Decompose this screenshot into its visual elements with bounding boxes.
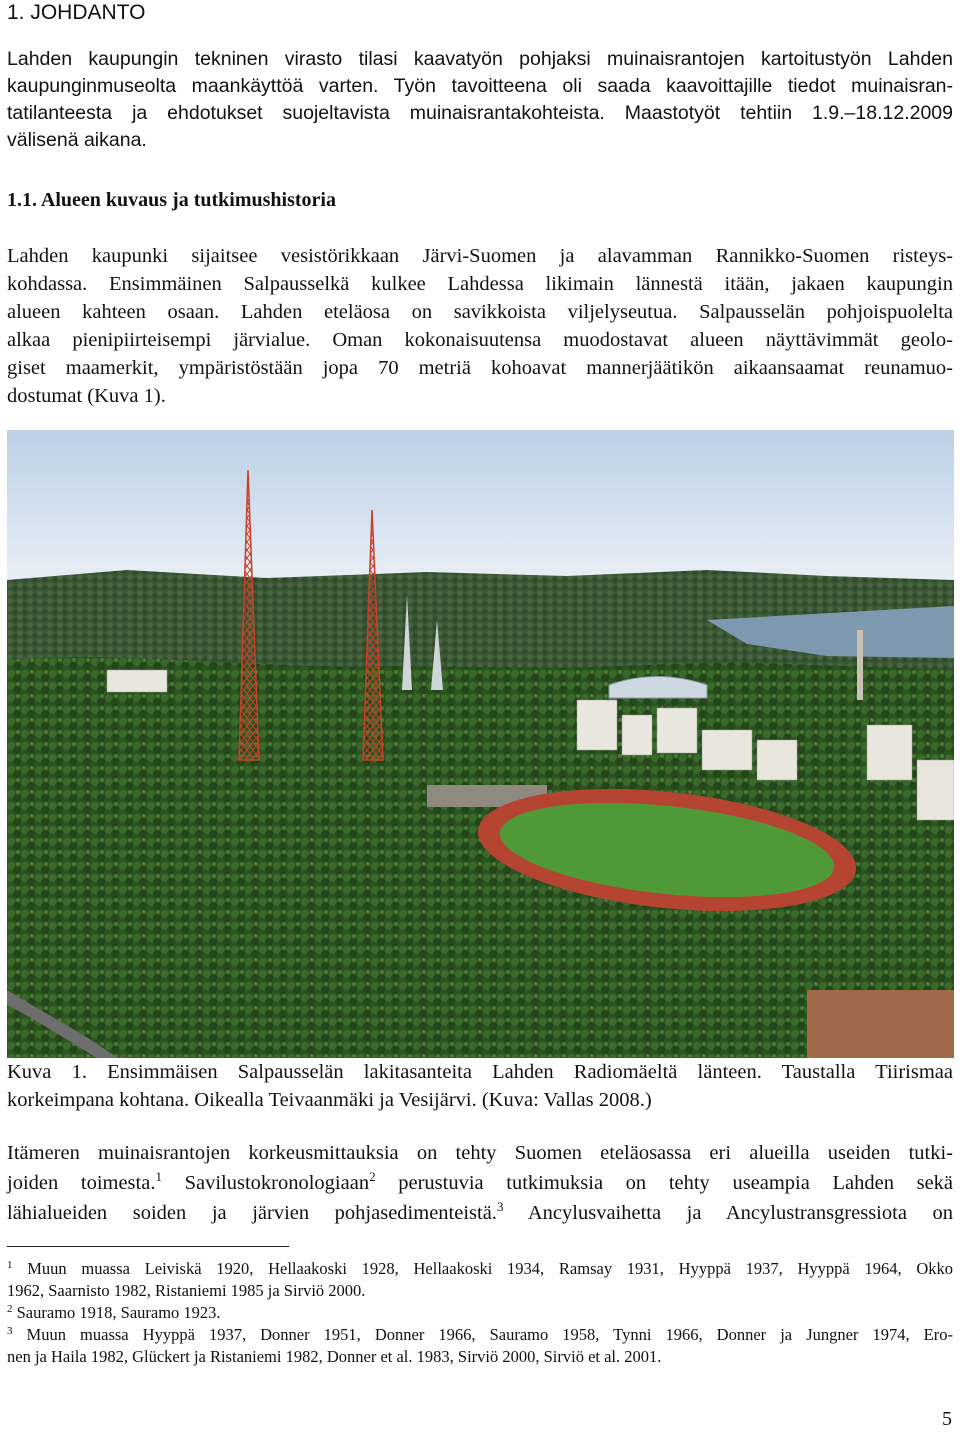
text-line: Itämeren muinaisrantojen korkeusmittauksia on tehty Suomen eteläosassa eri alueilla useiden tutki- xyxy=(7,1142,953,1164)
footnote-line xyxy=(7,1302,953,1324)
chapter-heading: 1. JOHDANTO xyxy=(7,1,146,24)
text-fragment: Savilustokronologiaan xyxy=(161,1172,370,1194)
text-fragment: joiden toimesta. xyxy=(7,1172,156,1194)
footnote-line xyxy=(7,1258,953,1280)
intro-paragraph xyxy=(7,46,953,154)
aerial-photo xyxy=(7,430,954,1058)
research-paragraph xyxy=(7,1138,953,1228)
caption-line: Kuva 1. Ensimmäisen Salpausselän lakitasanteita Lahden Radiomäeltä länteen. Taustalla Tiirismaa xyxy=(7,1061,953,1083)
text-line: alkaa pienipiirteisempi järvialue. Oman kokonaisuutensa muodostavat alueen näyttävimmät geolo- xyxy=(7,329,953,351)
footnote-number: 2 xyxy=(7,1303,13,1315)
footnote-number: 3 xyxy=(7,1325,13,1337)
aerial-photo-illustration xyxy=(7,430,954,1058)
footnote-separator xyxy=(7,1246,289,1247)
footnotes xyxy=(7,1258,953,1368)
footnote-text: Muun muassa Leiviskä 1920, Hellaakoski 1928, Hellaakoski 1934, Ramsay 1931, Hyyppä 1937, Hyyppä 1964, Okko xyxy=(12,1259,953,1278)
footnote-ref[interactable]: 1 xyxy=(155,1169,162,1184)
text-line xyxy=(7,1198,953,1228)
text-line: kaupunginmuseolta maankäyttöä varten. Työn tavoitteena oli saada kaavoittajille tiedot muinaisran- xyxy=(7,75,953,97)
footnote-ref[interactable]: 2 xyxy=(369,1169,376,1184)
text-line xyxy=(7,1168,953,1198)
footnote-line xyxy=(7,1324,953,1346)
text-line: välisenä aikana. xyxy=(7,129,147,151)
text-line: alueen kahteen osaan. Lahden eteläosa on savikkoista viljelyseutua. Salpausselän pohjoispuolelta xyxy=(7,301,953,323)
figure-caption xyxy=(7,1058,953,1114)
text-fragment: Ancylusvaihetta ja Ancylustransgressiota on xyxy=(503,1202,953,1224)
text-line: Lahden kaupunki sijaitsee vesistörikkaan Järvi-Suomen ja alavamman Rannikko-Suomen risteys- xyxy=(7,245,953,267)
caption-line: korkeimpana kohtana. Oikealla Teivaanmäki ja Vesijärvi. (Kuva: Vallas 2008.) xyxy=(7,1089,652,1111)
text-line: dostumat (Kuva 1). xyxy=(7,385,166,407)
section-heading: 1.1. Alueen kuvaus ja tutkimushistoria xyxy=(7,189,336,211)
page-number: 5 xyxy=(942,1408,952,1430)
footnote-line: nen ja Haila 1982, Glückert ja Ristaniemi 1982, Donner et al. 1983, Sirviö 2000, Sirviö et al. 2001. xyxy=(7,1347,662,1366)
footnote-line: 1962, Saarnisto 1982, Ristaniemi 1985 ja Sirviö 2000. xyxy=(7,1281,366,1300)
text-line: giset maamerkit, ympäristöstään jopa 70 metriä kohoavat mannerjäätikön aikaansaamat reunamuo- xyxy=(7,357,953,379)
text-fragment: lähialueiden soiden ja järvien pohjasedimenteistä. xyxy=(7,1202,497,1224)
section-paragraph xyxy=(7,242,953,410)
footnote-number: 1 xyxy=(7,1259,13,1271)
footnote-ref[interactable]: 3 xyxy=(496,1199,504,1214)
footnote-text: Muun muassa Hyyppä 1937, Donner 1951, Donner 1966, Sauramo 1958, Tynni 1966, Donner ja Jungner 1974, Ero- xyxy=(12,1325,953,1344)
text-fragment: perustuvia tutkimuksia on tehty useampia Lahden sekä xyxy=(375,1172,954,1194)
text-line: Lahden kaupungin tekninen virasto tilasi kaavatyön pohjaksi muinaisrantojen kartoitustyön Lahden xyxy=(7,48,953,70)
footnote-text: Sauramo 1918, Sauramo 1923. xyxy=(12,1303,221,1322)
text-line: kohdassa. Ensimmäinen Salpausselkä kulkee Lahdessa likimain lännestä itään, jakaen kaupungin xyxy=(7,273,953,295)
text-line: tatilanteesta ja ehdotukset suojeltavista muinaisrantakohteista. Maastotyöt tehtiin 1.9.–18.12.2009 xyxy=(7,102,953,124)
